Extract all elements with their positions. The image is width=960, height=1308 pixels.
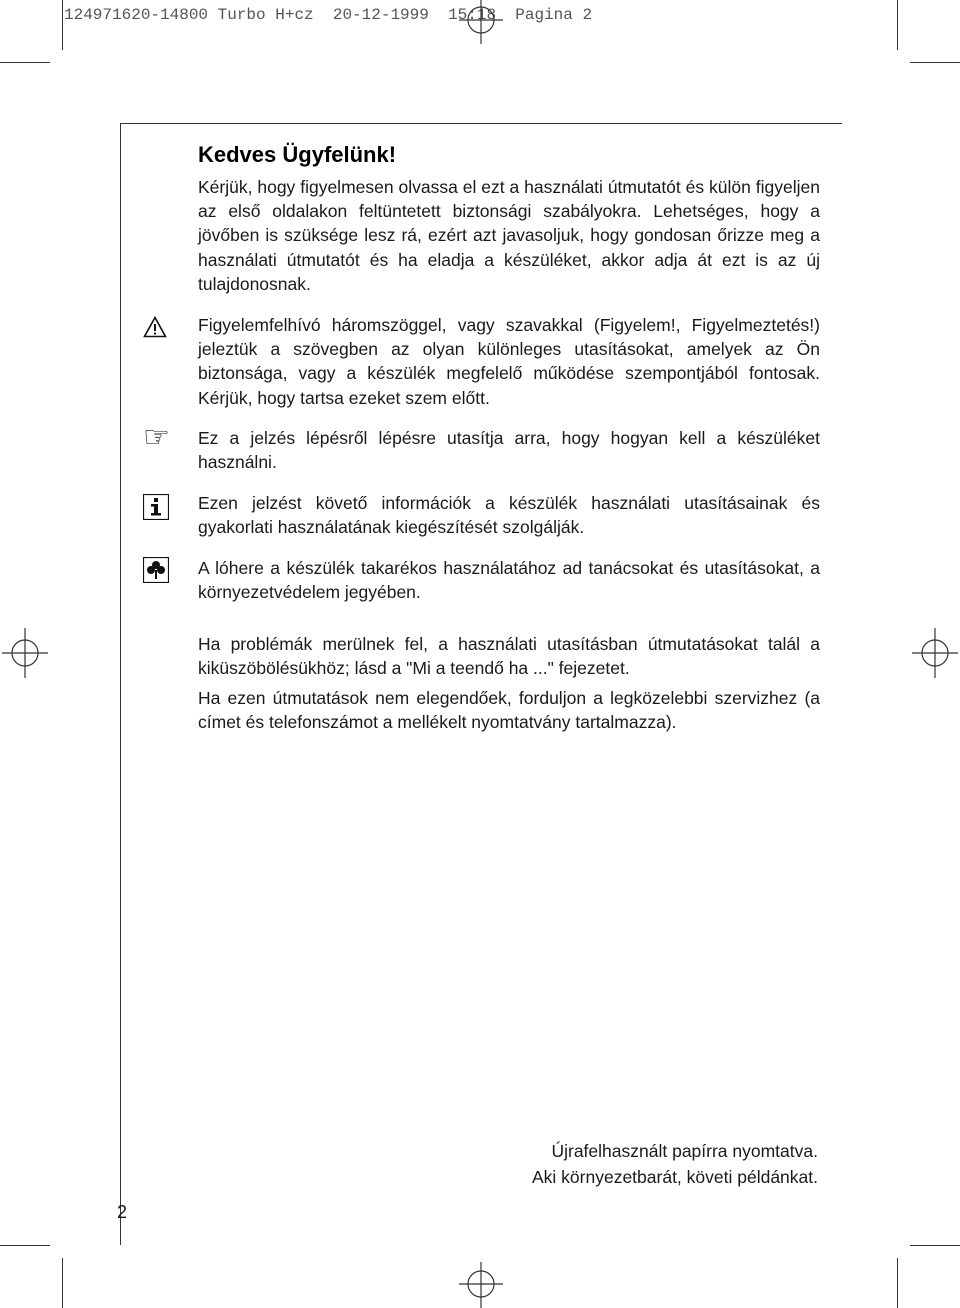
greeting-title: Kedves Ügyfelünk! <box>198 142 397 167</box>
crop-mark <box>897 1258 898 1308</box>
footer-note <box>532 1138 818 1190</box>
info-paragraph: Ezen jelzést követő információk a készülék használati utasításainak és gyakorlati használatának kiegészítését szolgálják. <box>198 493 820 538</box>
info-icon <box>143 494 169 520</box>
crop-mark <box>910 62 960 63</box>
crop-mark <box>62 0 63 50</box>
crop-mark <box>62 1258 63 1308</box>
troubleshoot-paragraph: Ha problémák merülnek fel, a használati utasításban útmutatásokat talál a kiküszöbölésükhöz; lásd a "Mi a teendő ha ..." fejezetet. <box>198 634 820 679</box>
steps-paragraph: Ez a jelzés lépésről lépésre utasítja arra, hogy hogyan kell a készüléket használni. <box>198 428 820 473</box>
page-number: 2 <box>117 1202 128 1222</box>
intro-paragraph: Kérjük, hogy figyelmesen olvassa el ezt a használati útmutatót és külön figyeljen az első oldalakon feltüntetett biztonsági szabályokra. Lehetséges, hogy a jövőben is szüksége lesz rá, ezért azt javasoljuk, hogy gondosan őrizze meg a használati útmutatót és ha eladja a készüléket, akkor adja át ezt is az új tulajdonosnak. <box>198 177 820 294</box>
clover-icon <box>143 557 169 583</box>
page-frame-left <box>120 123 121 1245</box>
registration-mark-icon <box>455 1262 507 1308</box>
crop-mark <box>910 1245 960 1246</box>
footer-line: Aki környezetbarát, követi példánkat. <box>532 1167 818 1187</box>
crop-mark <box>897 0 898 50</box>
crop-mark <box>0 62 50 63</box>
warning-paragraph: Figyelemfelhívó háromszöggel, vagy szavakkal (Figyelem!, Figyelmeztetés!) jeleztük a szövegben az olyan különleges utasításokat, amelyek az Ön biztonsága, vagy a készülék megfelelő működése szempontjából fontosak. Kérjük, hogy tartsa ezeket szem előtt. <box>198 315 820 408</box>
warning-triangle-icon <box>143 316 167 338</box>
crop-mark <box>0 1245 50 1246</box>
footer-line: Újrafelhasznált papírra nyomtatva. <box>551 1141 818 1161</box>
pointing-hand-icon: ☞ <box>143 420 170 455</box>
registration-mark-icon <box>910 628 960 678</box>
page-frame-top <box>120 123 842 124</box>
registration-mark-icon <box>0 628 50 678</box>
registration-mark-icon <box>455 0 507 44</box>
service-paragraph: Ha ezen útmutatások nem elegendőek, forduljon a legközelebbi szervizhez (a címet és telefonszámot a mellékelt nyomtatvány tartalmazza). <box>198 688 820 733</box>
print-header: 124971620-14800 Turbo H+cz 20-12-1999 15:18 Pagina 2 <box>64 6 593 24</box>
eco-paragraph: A lóhere a készülék takarékos használatához ad tanácsokat és utasításokat, a környezetvédelem jegyében. <box>198 558 820 603</box>
